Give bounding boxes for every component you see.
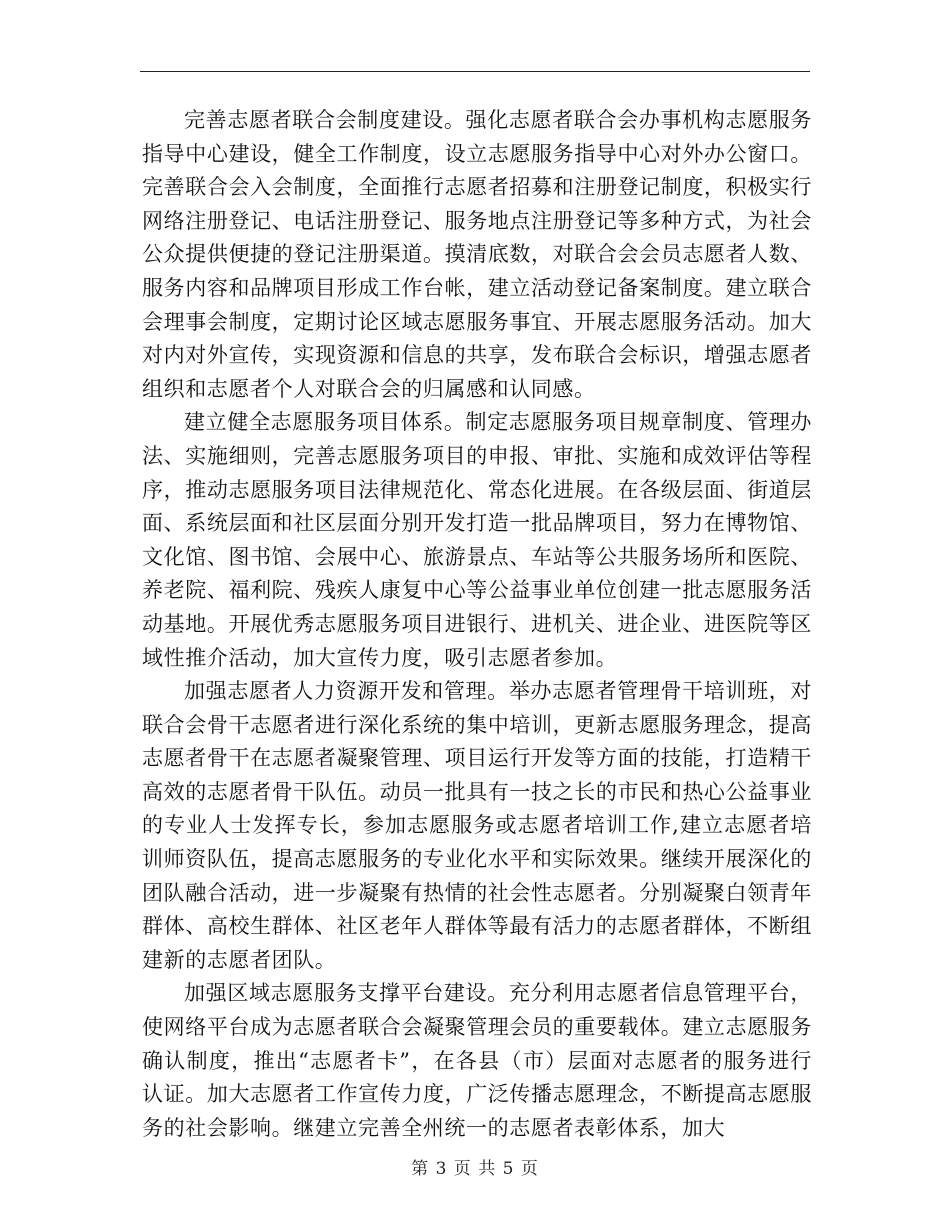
document-body	[142, 104, 812, 1145]
header-rule	[140, 71, 810, 72]
paragraph-support-platform: 加强区域志愿服务支撑平台建设。充分利用志愿者信息管理平台，使网络平台成为志愿者联合会凝聚管理会员的重要载体。建立志愿服务确认制度，推出“志愿者卡”，在各县（市）层面对志愿者的服务进行认证。加大志愿者工作宣传力度，广泛传播志愿理念，不断提高志愿服务的社会影响。继建立完善全州统一的志愿者表彰体系，加大	[142, 981, 812, 1140]
paragraph-volunteer-federation: 完善志愿者联合会制度建设。强化志愿者联合会办事机构志愿服务指导中心建设，健全工作制度，设立志愿服务指导中心对外办公窗口。完善联合会入会制度，全面推行志愿者招募和注册登记制度，积极实行网络注册登记、电话注册登记、服务地点注册登记等多种方式，为社会公众提供便捷的登记注册渠道。摸清底数，对联合会会员志愿者人数、服务内容和品牌项目形成工作台帐，建立活动登记备案制度。建立联合会理事会制度，定期讨论区域志愿服务事宜、开展志愿服务活动。加大对内对外宣传，实现资源和信息的共享，发布联合会标识，增强志愿者组织和志愿者个人对联合会的归属感和认同感。	[142, 108, 812, 401]
paragraph-human-resources: 加强志愿者人力资源开发和管理。举办志愿者管理骨干培训班，对联合会骨干志愿者进行深化系统的集中培训，更新志愿服务理念，提高志愿者骨干在志愿者凝聚管理、项目运行开发等方面的技能，打造精干高效的志愿者骨干队伍。动员一批具有一技之长的市民和热心公益事业的专业人士发挥专长，参加志愿服务或志愿者培训工作,建立志愿者培训师资队伍，提高志愿服务的专业化水平和实际效果。继续开展深化的团队融合活动，进一步凝聚有热情的社会性志愿者。分别凝聚白领青年群体、高校生群体、社区老年人群体等最有活力的志愿者群体，不断组建新的志愿者团队。	[142, 679, 812, 972]
paragraph-service-projects: 建立健全志愿服务项目体系。制定志愿服务项目规章制度、管理办法、实施细则，完善志愿服务项目的申报、审批、实施和成效评估等程序，推动志愿服务项目法律规范化、常态化进展。在各级层面、街道层面、系统层面和社区层面分别开发打造一批品牌项目，努力在博物馆、文化馆、图书馆、会展中心、旅游景点、车站等公共服务场所和医院、养老院、福利院、残疾人康复中心等公益事业单位创建一批志愿服务活动基地。开展优秀志愿服务项目进银行、进机关、进企业、进医院等区域性推介活动，加大宣传力度，吸引志愿者参加。	[142, 410, 812, 670]
page-number-footer: 第 3 页 共 5 页	[411, 1159, 539, 1179]
